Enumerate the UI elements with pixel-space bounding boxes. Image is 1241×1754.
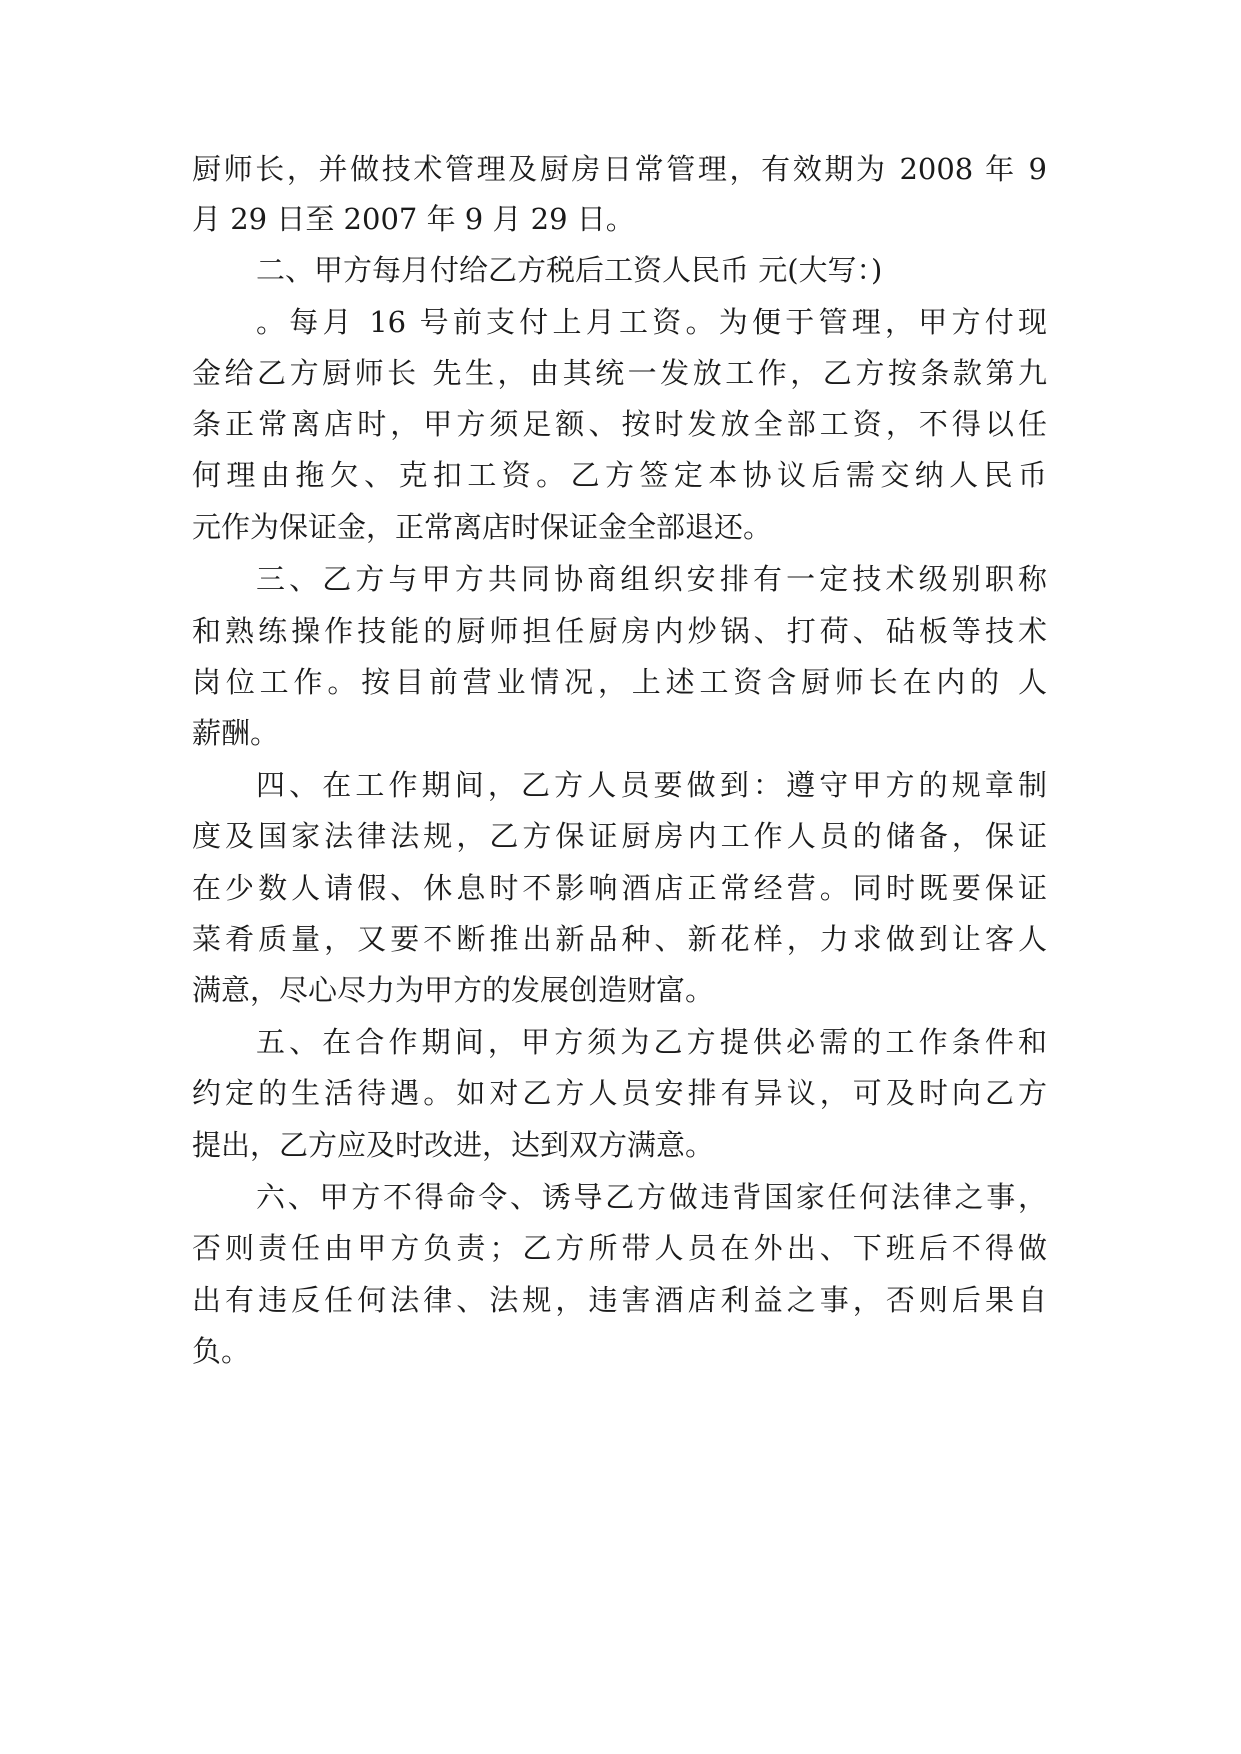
clause-heading-4: 四、在工作期间，乙方人员要做到：遵守甲方的规章制 bbox=[256, 768, 1047, 802]
text-line: 和熟练操作技能的厨师担任厨房内炒锅、打荷、砧板等技术 bbox=[192, 614, 1047, 648]
text-line: 满意，尽心尽力为甲方的发展创造财富。 bbox=[192, 973, 715, 1007]
clause-heading-5: 五、在合作期间，甲方须为乙方提供必需的工作条件和 bbox=[256, 1025, 1047, 1059]
text-line: 厨师长，并做技术管理及厨房日常管理，有效期为 2008 年 9 bbox=[192, 152, 1047, 186]
text-line: 负。 bbox=[192, 1334, 251, 1368]
text-line: 度及国家法律法规，乙方保证厨房内工作人员的储备，保证 bbox=[192, 819, 1047, 853]
text-line: 岗位工作。按目前营业情况，上述工资含厨师长在内的 人 bbox=[192, 665, 1047, 699]
text-line: 。每月 16 号前支付上月工资。为便于管理，甲方付现 bbox=[256, 305, 1047, 339]
text-line: 何理由拖欠、克扣工资。乙方签定本协议后需交纳人民币 bbox=[192, 458, 1047, 492]
text-line: 薪酬。 bbox=[192, 716, 280, 750]
text-line: 约定的生活待遇。如对乙方人员安排有异议，可及时向乙方 bbox=[192, 1076, 1047, 1110]
clause-heading-2: 二、甲方每月付给乙方税后工资人民币 元(大写：) bbox=[256, 253, 883, 287]
clause-heading-6: 六、甲方不得命令、诱导乙方做违背国家任何法律之事， bbox=[256, 1180, 1047, 1214]
text-line: 否则责任由甲方负责；乙方所带人员在外出、下班后不得做 bbox=[192, 1231, 1047, 1265]
text-line: 条正常离店时，甲方须足额、按时发放全部工资，不得以任 bbox=[192, 407, 1047, 441]
text-line: 提出，乙方应及时改进，达到双方满意。 bbox=[192, 1128, 715, 1162]
clause-heading-3: 三、乙方与甲方共同协商组织安排有一定技术级别职称 bbox=[256, 562, 1047, 596]
text-line: 菜肴质量，又要不断推出新品种、新花样，力求做到让客人 bbox=[192, 922, 1047, 956]
text-line: 月 29 日至 2007 年 9 月 29 日。 bbox=[192, 202, 635, 236]
text-line: 出有违反任何法律、法规，违害酒店利益之事，否则后果自 bbox=[192, 1283, 1047, 1317]
text-line: 金给乙方厨师长 先生，由其统一发放工作，乙方按条款第九 bbox=[192, 356, 1047, 390]
text-line: 元作为保证金，正常离店时保证金全部退还。 bbox=[192, 510, 773, 544]
text-line: 在少数人请假、休息时不影响酒店正常经营。同时既要保证 bbox=[192, 871, 1047, 905]
